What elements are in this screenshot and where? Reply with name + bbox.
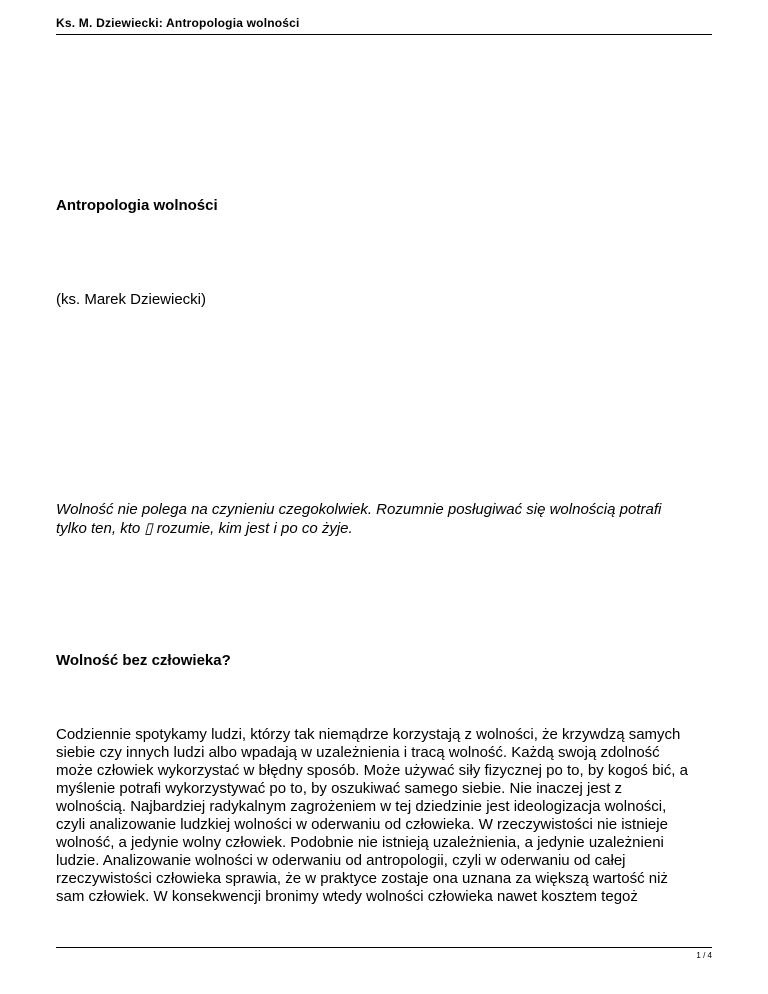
document-title: Antropologia wolności (56, 197, 218, 214)
body-paragraph (56, 726, 712, 906)
section-heading: Wolność bez człowieka? (56, 652, 231, 669)
page-footer (56, 947, 712, 960)
paragraph-line: ludzie. Analizowanie wolności w oderwaniu od antropologii, czyli w oderwaniu od całej (56, 852, 626, 869)
paragraph-line: rzeczywistości człowieka sprawia, że w praktyce zostaje ona uznana za większą wartość niż (56, 870, 668, 887)
paragraph-line: czyli analizowanie ludzkiej wolności w oderwaniu od człowieka. W rzeczywistości nie istnieje (56, 816, 668, 833)
lead-line: Wolność nie polega na czynieniu czegokolwiek. Rozumnie posługiwać się wolnością potrafi (56, 501, 662, 518)
lead-quote (56, 500, 716, 538)
paragraph-line: wolność, a jedynie wolny człowiek. Podobnie nie istnieją uzależnienia, a jedynie uzależnieni (56, 834, 664, 851)
page-header (56, 8, 712, 35)
paragraph-line: może człowiek wykorzystać w błędny sposób. Może używać siły fizycznej po to, by kogoś bić, a (56, 762, 688, 779)
lead-line: tylko ten, kto ▯ rozumie, kim jest i po co żyje. (56, 520, 353, 537)
header-title: Ks. M. Dziewiecki: Antropologia wolności (56, 16, 300, 30)
document-author: (ks. Marek Dziewiecki) (56, 291, 207, 308)
paragraph-line: myślenie potrafi wykorzystywać po to, by oszukiwać samego siebie. Nie inaczej jest z (56, 780, 623, 797)
paragraph-line: sam człowiek. W konsekwencji bronimy wtedy wolności człowieka nawet kosztem tegoż (56, 888, 638, 905)
paragraph-line: siebie czy innych ludzi albo wpadają w uzależnienia i tracą wolność. Każdą swoją zdolność (56, 744, 660, 761)
page-number: 1 / 4 (696, 951, 712, 960)
paragraph-line: Codziennie spotykamy ludzi, którzy tak niemądrze korzystają z wolności, że krzywdzą samych (56, 726, 681, 743)
paragraph-line: wolnością. Najbardziej radykalnym zagrożeniem w tej dziedzinie jest ideologizacja wolności, (56, 798, 667, 815)
